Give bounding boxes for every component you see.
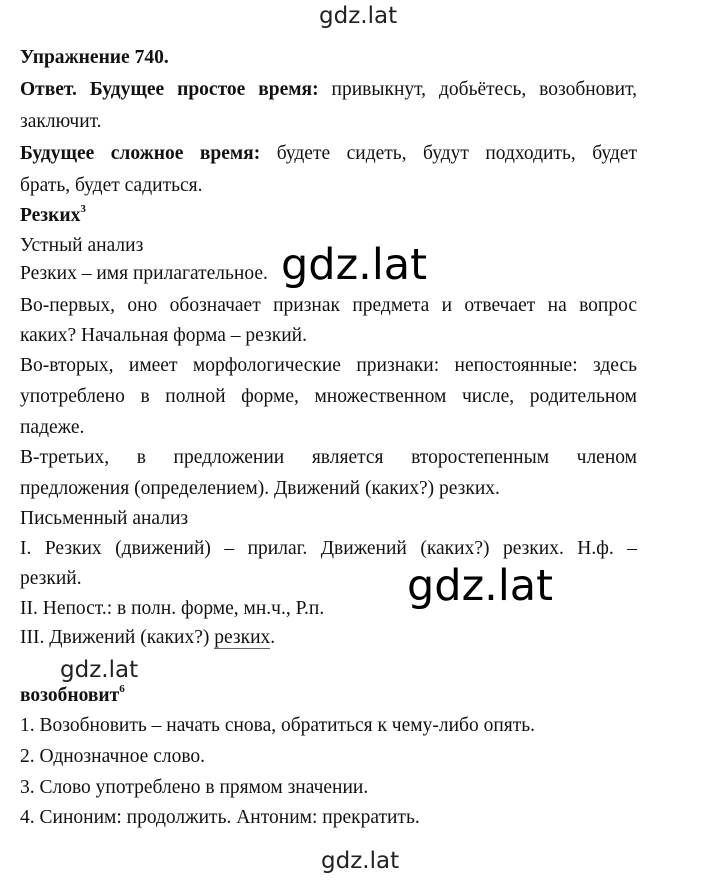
footnote-marker: 6 <box>119 683 125 695</box>
watermark-mid2: gdz.lat <box>407 561 553 611</box>
watermark-top: gdz.lat <box>319 3 398 29</box>
word2-heading: возобновит$^6$ <box>20 683 125 706</box>
list-item: 4. Синоним: продолжить. Антоним: прекратить. <box>20 807 420 828</box>
complex-line: Будущее сложное время: будете сидеть, будут подходить, будет <box>20 143 638 164</box>
watermark-mid1: gdz.lat <box>281 240 427 290</box>
underlined-word: резких <box>214 627 271 648</box>
watermark-bottom: gdz.lat <box>321 848 400 874</box>
analysis-line: употреблено в полной форме, множественном числе, родительном <box>20 386 637 407</box>
oral-analysis-title: Устный анализ <box>20 235 144 256</box>
analysis-line: каких? Начальная форма – резкий. <box>20 325 307 346</box>
written-line: II. Непост.: в полн. форме, мн.ч., Р.п. <box>20 598 325 619</box>
analysis-line: предложения (определением). Движений (каких?) резких. <box>20 478 500 499</box>
list-item: 1. Возобновить – начать снова, обратиться к чему-либо опять. <box>20 715 536 736</box>
list-item: 2. Однозначное слово. <box>20 746 206 767</box>
written-line: III. Движений (каких?) резких. <box>20 627 276 648</box>
list-item: 3. Слово употреблено в прямом значении. <box>20 777 369 798</box>
exercise-title: Упражнение 740. <box>20 47 169 68</box>
written-line: I. Резких (движений) – прилаг. Движений (каких?) резких. Н.ф. – <box>20 538 637 559</box>
word1-heading: Резких$^3$ <box>20 203 86 226</box>
complex-line-cont: брать, будет садиться. <box>20 175 203 196</box>
analysis-line: Во-первых, оно обозначает признак предмета и отвечает на вопрос <box>20 295 637 316</box>
written-analysis-title: Письменный анализ <box>20 508 189 529</box>
analysis-line: Во-вторых, имеет морфологические признаки: непостоянные: здесь <box>20 355 637 376</box>
analysis-line: Резких – имя прилагательное. <box>20 263 268 284</box>
footnote-marker: 3 <box>80 203 86 215</box>
analysis-line: В-третьих, в предложении является второстепенным членом <box>20 447 637 468</box>
watermark-small: gdz.lat <box>60 657 139 683</box>
answer-line-cont: заключит. <box>20 111 102 132</box>
answer-line: Ответ. Будущее простое время: привыкнут, добьётесь, возобновит, <box>20 79 637 100</box>
analysis-line: падеже. <box>20 417 85 438</box>
written-line: резкий. <box>20 568 82 589</box>
